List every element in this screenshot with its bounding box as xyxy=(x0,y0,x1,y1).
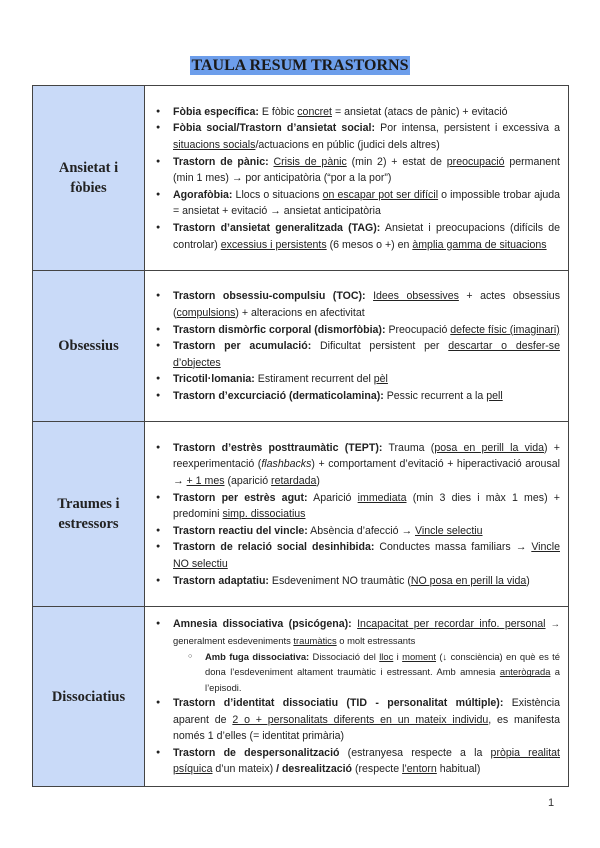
term: Fòbia específica: xyxy=(173,105,259,118)
list-item xyxy=(173,539,560,572)
text: (min 3 dies i màx 1 mes) + predomini xyxy=(173,491,560,521)
list-item xyxy=(173,322,560,339)
list-item xyxy=(173,288,560,321)
list-item xyxy=(173,695,560,745)
sub-list-item xyxy=(205,649,560,695)
row-obsessive xyxy=(33,271,569,422)
text-underlined: Idees obsessives xyxy=(373,290,459,303)
text: Ansietat i preocupacions (difícils de controlar) xyxy=(173,221,561,251)
text-underlined: compulsions xyxy=(176,307,236,320)
list-item xyxy=(173,616,560,695)
category-trauma xyxy=(33,422,145,607)
text-underlined: Crisis de pànic xyxy=(273,155,347,168)
text: + actes obsessius ( xyxy=(173,290,560,320)
text: Absència d’afecció → xyxy=(307,524,416,537)
text-underlined: pell xyxy=(486,389,503,402)
text: ) xyxy=(526,574,530,587)
content-obsessive xyxy=(145,271,569,422)
text-underlined: l’entorn xyxy=(402,763,437,776)
text-underlined: on escapar pot ser difícil xyxy=(322,188,439,201)
term: Amb fuga dissociativa: xyxy=(205,651,310,663)
text-underlined: Incapacitat per recordar info. personal xyxy=(357,617,546,630)
list-item xyxy=(173,187,560,220)
text: (↓ consciència) en què es té dona l’esdeveniment altament traumàtic i estressant. Amb amnesia xyxy=(205,651,560,678)
text: Existència aparent de xyxy=(173,697,560,726)
text: Conductes massa familiars → xyxy=(374,541,532,554)
document-title: TAULA RESUM TRASTORNS xyxy=(191,57,409,74)
term: Trastorn reactiu del vincle: xyxy=(173,524,308,537)
list-item xyxy=(173,745,560,778)
term: Trastorn de relació social desinhibida: xyxy=(173,541,375,554)
text: o molt estressants xyxy=(336,634,416,646)
text: Llocs o situacions xyxy=(232,188,323,201)
text-underlined: retardada xyxy=(271,475,317,488)
text: /actuacions en públic (judici dels altres) xyxy=(255,139,440,152)
text: (estranyesa respecte a la xyxy=(339,746,491,759)
list-item xyxy=(173,154,560,187)
content-trauma xyxy=(145,422,569,607)
text-underlined: defecte físic (imaginari) xyxy=(450,323,560,336)
list-item xyxy=(173,573,560,590)
category-anxiety xyxy=(33,86,145,271)
term: Trastorn per acumulació: xyxy=(173,340,312,353)
text: Aparició xyxy=(307,491,358,504)
text: Estirament recurrent del xyxy=(254,373,374,386)
term: Trastorn d’ansietat generalitzada (TAG): xyxy=(173,221,381,234)
text-underlined: simp. dissociatius xyxy=(222,508,306,521)
summary-table xyxy=(32,85,569,787)
list-item xyxy=(173,338,560,371)
text-underlined: + 1 mes xyxy=(186,475,225,488)
text-underlined: immediata xyxy=(357,491,407,504)
text: , es manifesta només 1 d’elles (= identitat primària) xyxy=(173,713,560,743)
content-dissociative xyxy=(145,607,569,787)
list-item xyxy=(173,120,560,153)
text: Dissociació del xyxy=(309,651,380,663)
text: (respecte xyxy=(352,763,403,776)
text xyxy=(366,290,374,302)
text: → generalment esdeveniments xyxy=(173,617,560,646)
row-trauma xyxy=(33,422,569,607)
term: Trastorn per estrès agut: xyxy=(173,491,308,504)
text-underlined: concret xyxy=(297,105,332,118)
text-underlined: 2 o + personalitats diferents en un mateix individu xyxy=(232,713,489,726)
text-underlined: lloc xyxy=(379,651,394,663)
term: / desrealització xyxy=(276,763,353,776)
text: ) + alteracions en afectivitat xyxy=(235,307,365,320)
text: permanent (min 1 mes) → por anticipatòria (“por a la por”) xyxy=(173,155,560,185)
list-item xyxy=(173,220,560,253)
term: Trastorn d’excurciació (dermaticolamina): xyxy=(173,389,384,402)
document-title-wrap xyxy=(0,57,600,75)
text-underlined: moment xyxy=(402,651,437,663)
category-label: estressors xyxy=(58,516,119,532)
term: Trastorn de pànic: xyxy=(173,155,269,168)
text: E fòbic xyxy=(258,105,298,118)
text: (min 2) + estat de xyxy=(346,155,447,168)
category-label: Obsessius xyxy=(58,338,119,354)
text: ) xyxy=(316,475,320,488)
text-underlined: pròpia realitat psíquica xyxy=(173,746,560,776)
text: ) + comportament d’evitació + hiperactivació arousal → xyxy=(173,458,560,488)
term: Trastorn dismòrfic corporal (dismorfòbia): xyxy=(173,323,386,336)
text: (6 mesos o +) en xyxy=(326,238,413,251)
list-item xyxy=(173,104,560,121)
list-item xyxy=(173,440,560,490)
text: Por intensa, persistent i excessiva a xyxy=(375,122,561,135)
category-label: Traumes i xyxy=(57,496,120,512)
term: Trastorn d’estrès posttraumàtic (TEPT): xyxy=(173,441,383,454)
list-item xyxy=(173,371,560,388)
text-underlined: preocupació xyxy=(446,155,505,168)
category-label: fòbies xyxy=(70,180,107,196)
text-underlined: pèl xyxy=(373,373,388,386)
category-dissociative xyxy=(33,607,145,787)
text-underlined: Vincle NO selectiu xyxy=(173,541,560,570)
category-obsessive xyxy=(33,271,145,422)
text-underlined: Vincle selectiu xyxy=(415,524,483,537)
text-italic: flashbacks xyxy=(261,458,312,471)
text: o impossible trobar ajuda = ansietat + evitació → ansietat anticipatòria xyxy=(173,188,560,218)
term: Trastorn de despersonalització xyxy=(173,746,340,759)
text: Pessic recurrent a la xyxy=(383,389,487,402)
text: ) + reexperimentació ( xyxy=(173,441,560,471)
content-anxiety xyxy=(145,86,569,271)
row-dissociative xyxy=(33,607,569,787)
category-label: Dissociatius xyxy=(51,688,126,705)
list-item xyxy=(173,388,560,405)
row-anxiety xyxy=(33,86,569,271)
term: Fòbia social/Trastorn d’ansietat social: xyxy=(173,122,375,135)
text: Trauma ( xyxy=(382,441,435,454)
text: i xyxy=(393,651,403,663)
text: d’un mateix) xyxy=(212,763,277,776)
term: Tricotil·lomania: xyxy=(173,373,255,386)
text-underlined: traumàtics xyxy=(293,634,337,646)
text-underlined: situacions socials xyxy=(173,139,256,152)
text: a l’episodi. xyxy=(205,666,560,693)
text-underlined: posa en perill la vida xyxy=(434,441,545,454)
term: Amnesia dissociativa (psicógena): xyxy=(173,617,352,630)
term: Trastorn d’identitat dissociatiu (TID - personalitat múltiple): xyxy=(173,697,504,710)
text-underlined: NO posa en perill la vida xyxy=(410,574,527,587)
text: Esdeveniment NO traumàtic ( xyxy=(268,574,411,587)
term: Trastorn adaptatiu: xyxy=(173,574,269,587)
text: Dificultat persistent per xyxy=(311,340,449,353)
term: Trastorn obsessiu-compulsiu (TOC): xyxy=(173,290,366,303)
text: (aparició xyxy=(224,475,272,488)
text-underlined: àmplia gamma de situacions xyxy=(412,238,547,251)
term: Agorafòbia: xyxy=(173,188,233,201)
text-underlined: excessius i persistents xyxy=(220,238,327,251)
text: Preocupació xyxy=(385,323,451,336)
text-underlined: anterògrada xyxy=(499,666,551,678)
list-item xyxy=(173,523,560,540)
list-item xyxy=(173,490,560,523)
text: habitual) xyxy=(436,763,481,776)
page-number: 1 xyxy=(548,797,555,809)
category-label: Ansietat i xyxy=(58,160,119,176)
text: = ansietat (atacs de pànic) + evitació xyxy=(332,105,508,118)
text-underlined: descartar o desfer-se d’objectes xyxy=(173,340,560,369)
